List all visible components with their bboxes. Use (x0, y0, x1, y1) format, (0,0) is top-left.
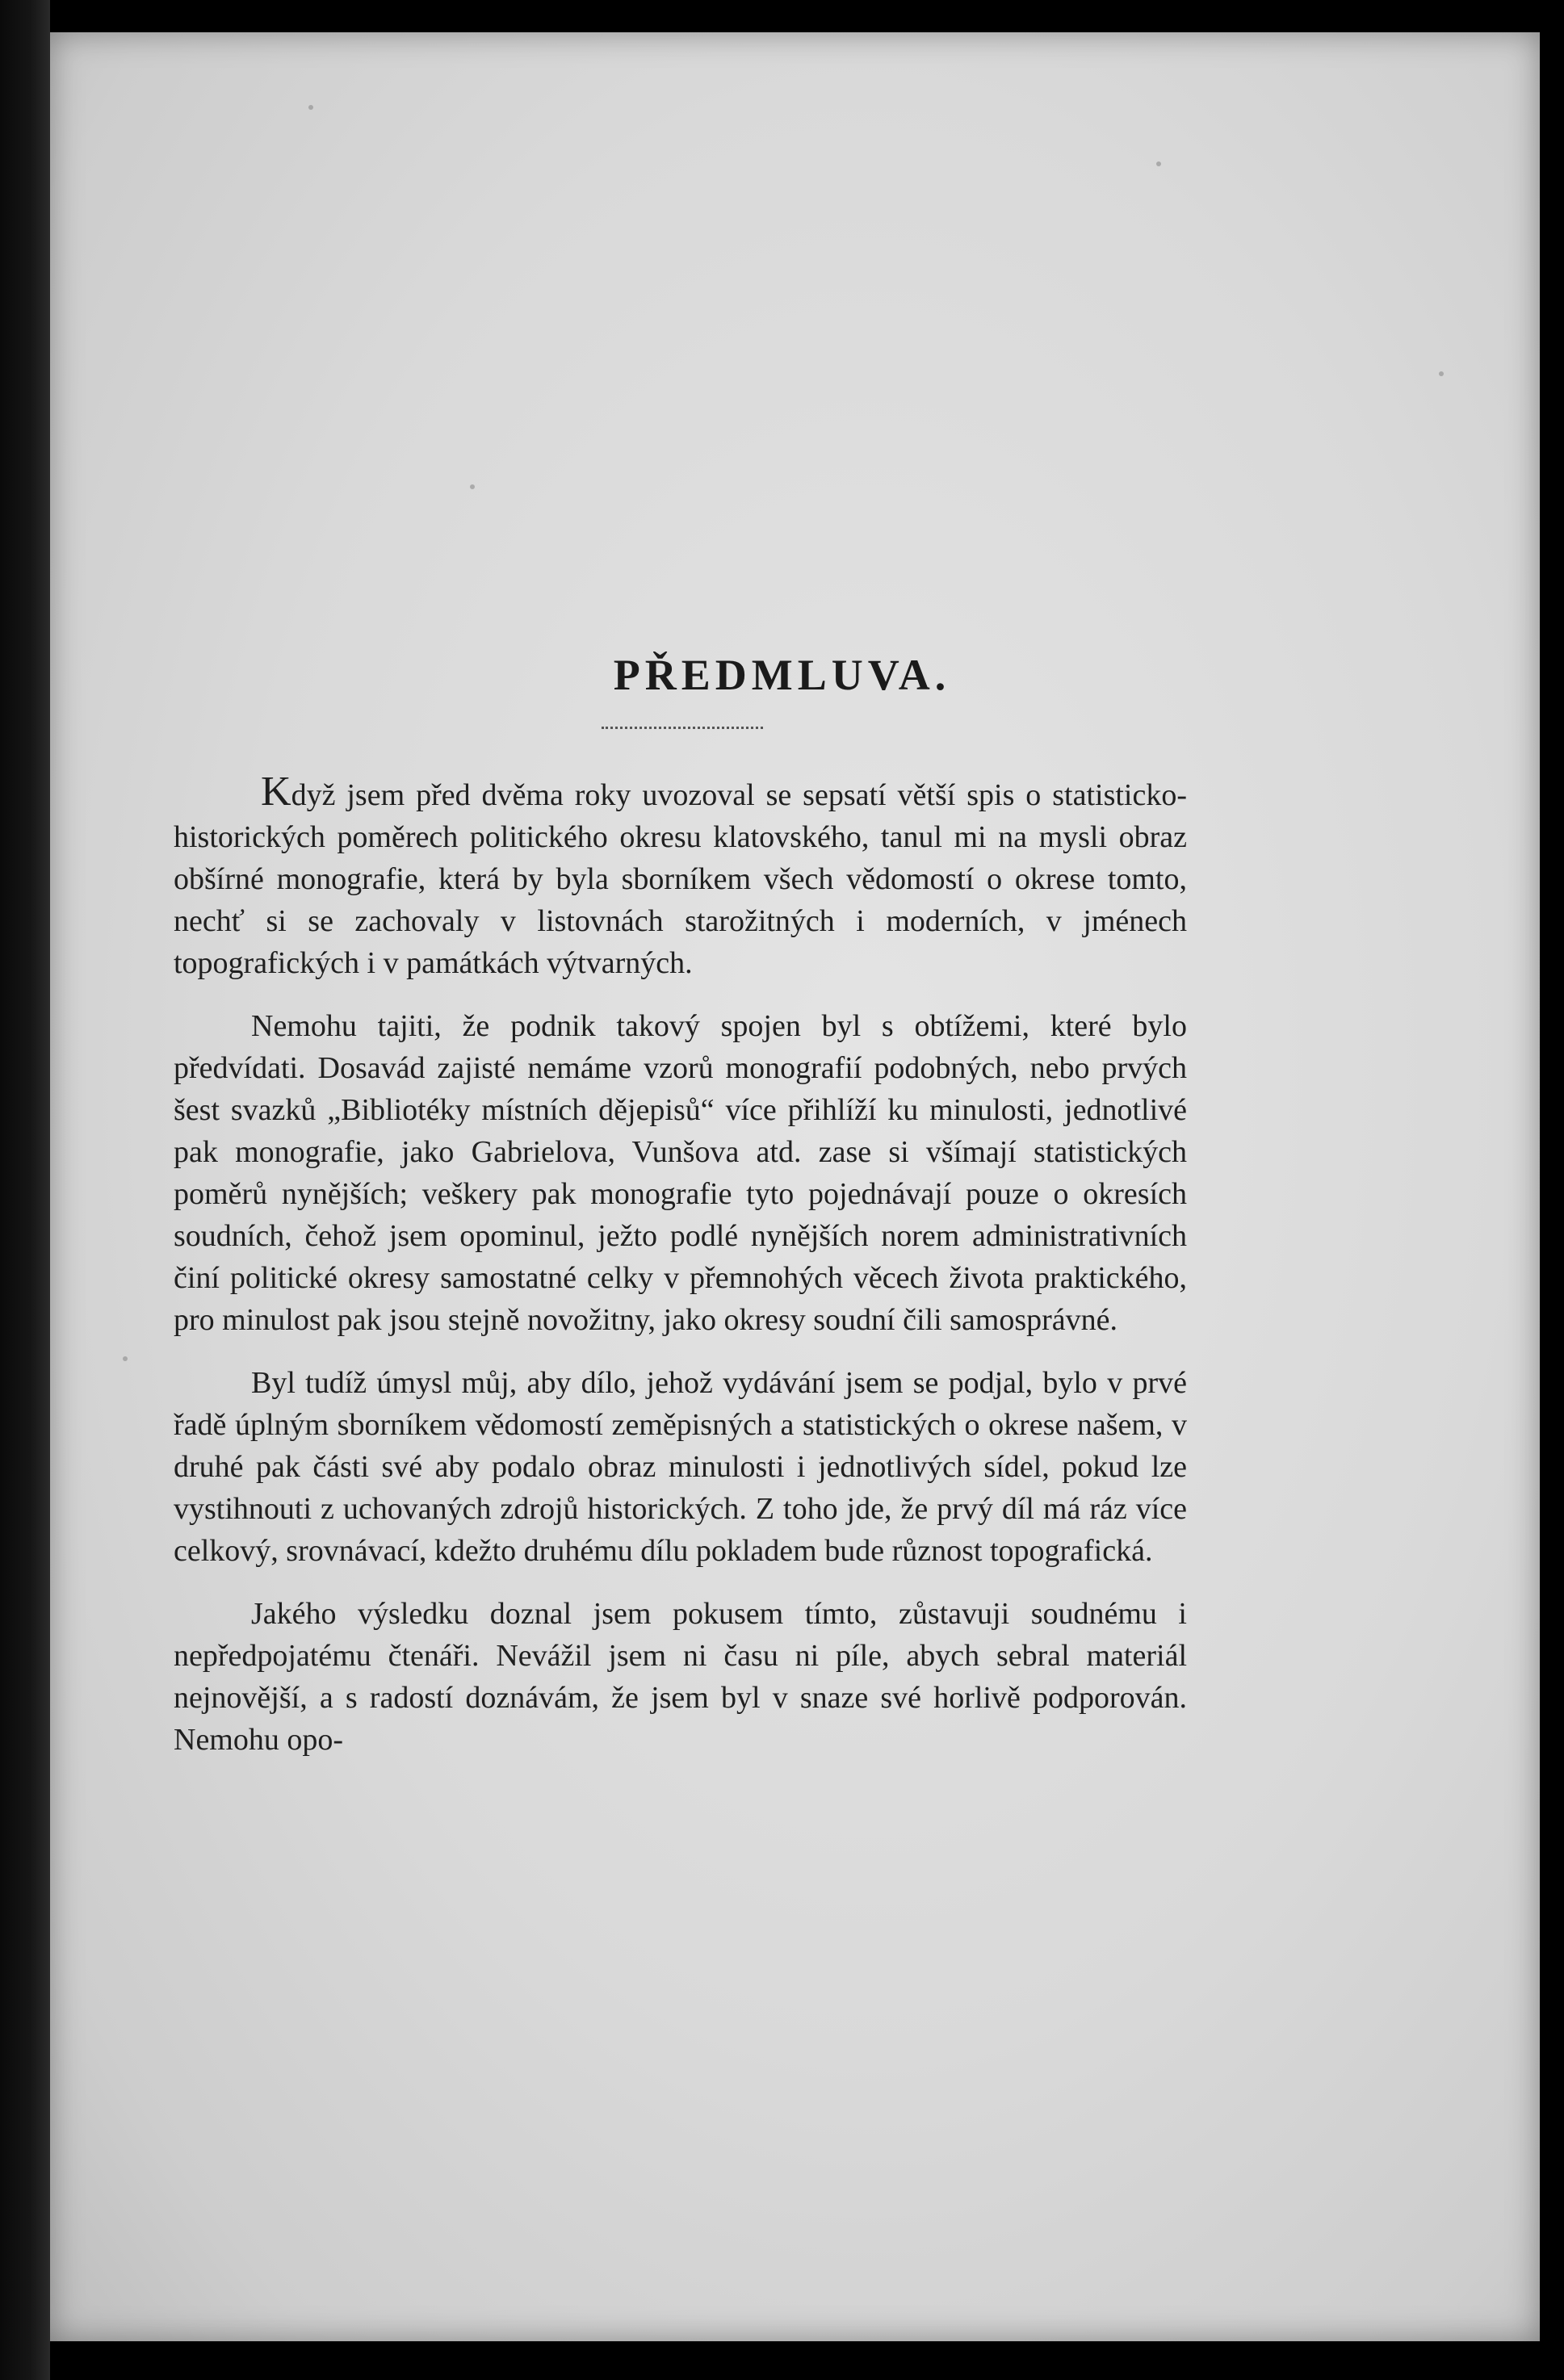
title-ornament-rule (602, 727, 763, 729)
paper-speck (470, 484, 475, 489)
preface-body (174, 771, 1187, 1782)
page-title: PŘEDMLUVA. (613, 651, 951, 699)
paragraph-4: Jakého výsledku doznal jsem pokusem tímto, zůstavuji soudnému i nepředpojatému čtenáři. Nevážil jsem ni času ni píle, abych sebral materiál nejnovější, a s radostí doznávám, že jsem byl v snaze své horlivě podporován. Nemohu opo- (174, 1597, 1187, 1757)
paper-speck (1439, 371, 1444, 376)
binding-edge (0, 0, 50, 2380)
paper-speck (308, 105, 313, 110)
paragraph-2: Nemohu tajiti, že podnik takový spojen byl s obtížemi, které bylo předvídati. Dosavád zajisté nemáme vzorů monografií podobných, nebo prvých šest svazků „Bibliotéky místních dějepisů“ více přihlíží ku minulosti, jednotlivé pak monografie, jako Gabrielova, Vunšova atd. zase si všímají statistických poměrů nynějších; veškery pak monografie tyto pojednávají pouze o okresích soudních, čehož jsem opominul, ježto podlé nynějších norem administrativních činí politické okresy samostatné celky v přemnohých věcech života praktického, pro minulost pak jsou stejně novožitny, jako okresy soudní čili samosprávné. (174, 1009, 1187, 1337)
paragraph-3: Byl tudíž úmysl můj, aby dílo, jehož vydávání jsem se podjal, bylo v prvé řadě úplným sborníkem vědomostí zeměpisných a statistických o okrese našem, v druhé pak části své aby podalo obraz minulosti i jednotlivých sídel, pokud lze vystihnouti z uchovaných zdrojů historických. Z toho jde, že prvý díl má ráz více celkový, srovnávací, kdežto druhému dílu pokladem bude různost topografická. (174, 1366, 1187, 1568)
paragraph-1: Když jsem před dvěma roky uvozoval se sepsatí větší spis o statisticko-historických poměrech politického okresu klatovského, tanul mi na mysli obraz obšírné monografie, která by byla sborníkem všech vědomostí o okrese tomto, nechť si se zachovaly v listovnách starožitných i moderních, v jménech topografických i v památkách výtvarných. (174, 769, 1187, 980)
paper-speck (123, 1356, 128, 1361)
paper-speck (1156, 161, 1161, 166)
